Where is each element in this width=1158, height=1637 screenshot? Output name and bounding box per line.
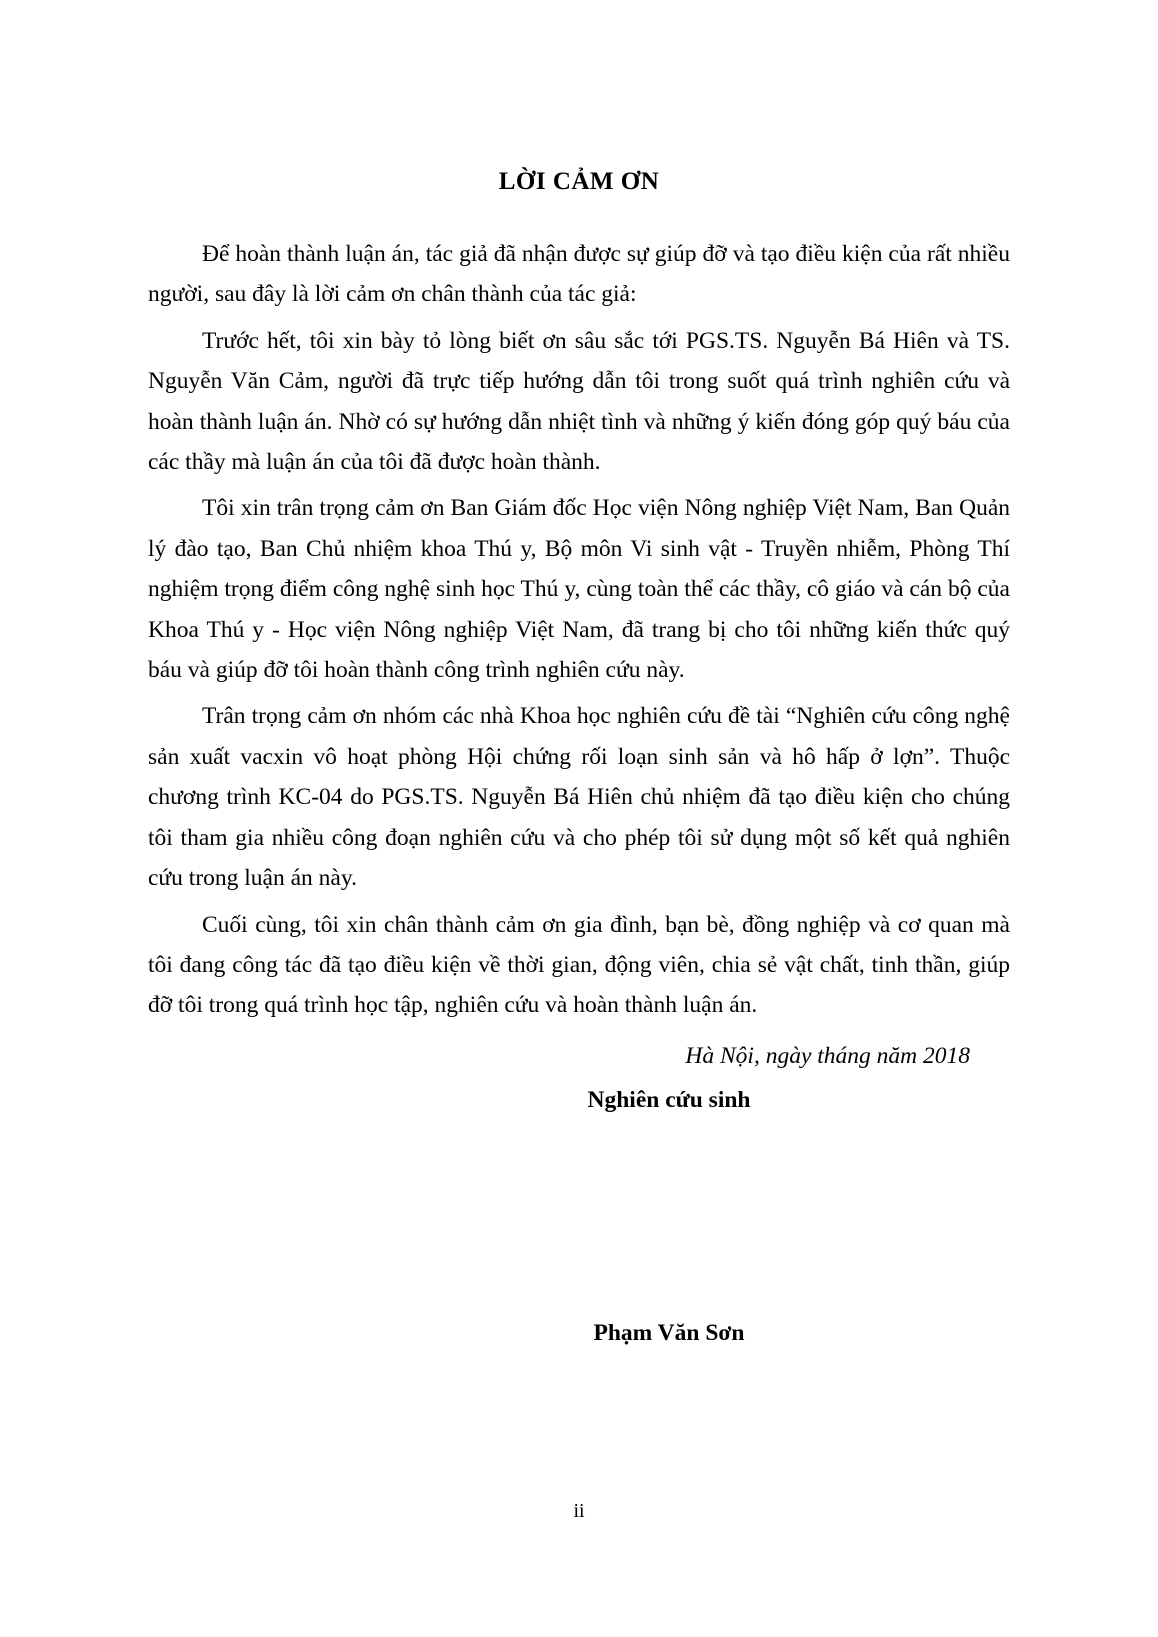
signature-name: Phạm Văn Sơn xyxy=(593,1319,745,1346)
signature-role: Nghiên cứu sinh xyxy=(587,1087,751,1114)
page-content xyxy=(148,168,1010,1353)
signature-block xyxy=(148,1036,1010,1353)
paragraph-3: Tôi xin trân trọng cảm ơn Ban Giám đốc Học viện Nông nghiệp Việt Nam, Ban Quản lý đào tạo, Ban Chủ nhiệm khoa Thú y, Bộ môn Vi sinh vật - Truyền nhiễm, Phòng Thí nghiệm trọng điểm công nghệ sinh học Thú y, cùng toàn thể các thầy, cô giáo và cán bộ của Khoa Thú y - Học viện Nông nghiệp Việt Nam, đã trang bị cho tôi những kiến thức quý báu và giúp đỡ tôi hoàn thành công trình nghiên cứu này. xyxy=(148,495,1010,684)
paragraph-1: Để hoàn thành luận án, tác giả đã nhận được sự giúp đỡ và tạo điều kiện của rất nhiều người, sau đây là lời cảm ơn chân thành của tác giả: xyxy=(148,241,1010,308)
page-number: ii xyxy=(573,1500,585,1522)
page-title: LỜI CẢM ƠN xyxy=(498,168,660,195)
paragraph-4: Trân trọng cảm ơn nhóm các nhà Khoa học nghiên cứu đề tài “Nghiên cứu công nghệ sản xuất vacxin vô hoạt phòng Hội chứng rối loạn sinh sản và hô hấp ở lợn”. Thuộc chương trình KC-04 do PGS.TS. Nguyễn Bá Hiên chủ nhiệm đã tạo điều kiện cho chúng tôi tham gia nhiều công đoạn nghiên cứu và cho phép tôi sử dụng một số kết quả nghiên cứu trong luận án này. xyxy=(148,703,1010,892)
paragraph-2: Trước hết, tôi xin bày tỏ lòng biết ơn sâu sắc tới PGS.TS. Nguyễn Bá Hiên và TS. Nguyễn Văn Cảm, người đã trực tiếp hướng dẫn tôi trong suốt quá trình nghiên cứu và hoàn thành luận án. Nhờ có sự hướng dẫn nhiệt tình và những ý kiến đóng góp quý báu của các thầy mà luận án của tôi đã được hoàn thành. xyxy=(148,327,1010,476)
signature-date: Hà Nội, ngày tháng năm 2018 xyxy=(685,1042,970,1069)
paragraph-5: Cuối cùng, tôi xin chân thành cảm ơn gia đình, bạn bè, đồng nghiệp và cơ quan mà tôi đang công tác đã tạo điều kiện về thời gian, động viên, chia sẻ vật chất, tinh thần, giúp đỡ tôi trong quá trình học tập, nghiên cứu và hoàn thành luận án. xyxy=(148,911,1010,1019)
